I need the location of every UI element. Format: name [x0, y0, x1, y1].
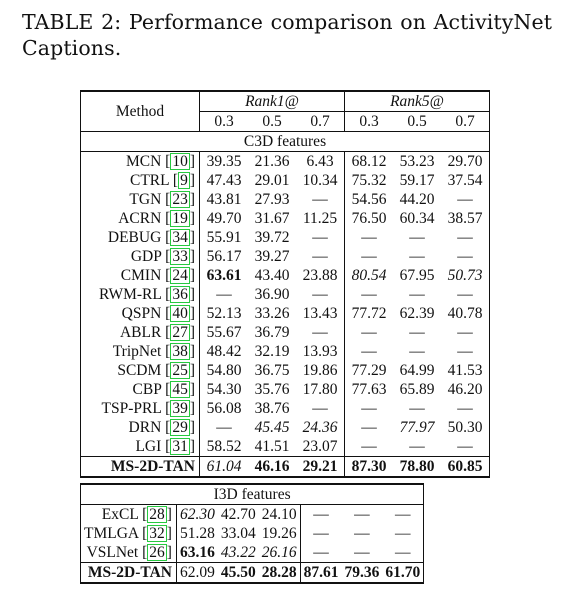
- header-threshold: 0.5: [248, 112, 296, 132]
- value-cell: 87.30: [345, 457, 394, 478]
- table-row: [81, 342, 490, 361]
- table-row: [81, 361, 490, 380]
- value-cell: 79.36: [341, 563, 382, 584]
- method-name: TMLGA: [84, 525, 139, 542]
- table-row: [81, 543, 424, 563]
- table-row: [81, 247, 490, 266]
- value-cell: 47.43: [206, 172, 242, 189]
- value-cell: —: [361, 248, 377, 265]
- value-cell: 28.28: [259, 563, 300, 584]
- citation-link[interactable]: 32: [149, 525, 165, 542]
- value-cell: 60.34: [399, 210, 435, 227]
- citation-link[interactable]: 28: [149, 506, 165, 523]
- citation-link[interactable]: 24: [172, 267, 188, 284]
- value-cell: 59.17: [399, 172, 435, 189]
- value-cell: 54.80: [206, 362, 242, 379]
- header-rank5: Rank5@: [345, 91, 490, 112]
- value-cell: 21.36: [254, 153, 290, 170]
- header-threshold: 0.7: [296, 112, 345, 132]
- method-cell: TripNet [ 38 ]: [81, 342, 200, 361]
- value-cell: —: [354, 544, 370, 561]
- method-cell: CTRL [ 9 ]: [81, 171, 200, 190]
- value-cell: 56.08: [206, 400, 242, 417]
- value-cell: 39.72: [254, 229, 290, 246]
- value-cell: 77.63: [351, 381, 387, 398]
- value-cell: 29.21: [296, 457, 345, 478]
- method-cell: LGI [ 31 ]: [81, 437, 200, 457]
- value-cell: 37.54: [441, 171, 490, 190]
- value-cell: 6.43: [296, 152, 345, 172]
- value-cell: 42.70: [220, 506, 256, 523]
- value-cell: —: [441, 247, 490, 266]
- value-cell: —: [441, 437, 490, 457]
- table-row: [81, 190, 490, 209]
- value-cell: 80.54: [351, 267, 387, 284]
- method-name: ACRN: [118, 210, 162, 227]
- method-cell: SCDM [ 25 ]: [81, 361, 200, 380]
- table-row: [81, 171, 490, 190]
- value-cell: 54.56: [351, 191, 387, 208]
- value-cell: —: [409, 400, 425, 417]
- value-cell: 76.50: [351, 210, 387, 227]
- value-cell: 39.27: [254, 248, 290, 265]
- method-cell: ACRN [ 19 ]: [81, 209, 200, 228]
- value-cell: 33.26: [254, 305, 290, 322]
- method-name: GDP: [130, 248, 162, 265]
- value-cell: 41.53: [441, 361, 490, 380]
- value-cell: 51.28: [179, 525, 215, 542]
- method-cell: DRN [ 29 ]: [81, 418, 200, 437]
- header-threshold: 0.7: [441, 112, 490, 132]
- method-name: TripNet: [112, 343, 162, 360]
- value-cell: —: [361, 229, 377, 246]
- method-name: ABLR: [119, 324, 162, 341]
- value-cell: 43.81: [206, 191, 242, 208]
- method-cell: CMIN [ 24 ]: [81, 266, 200, 285]
- value-cell: 67.95: [399, 267, 435, 284]
- value-cell: 58.52: [206, 438, 242, 455]
- citation-link[interactable]: 33: [172, 248, 188, 265]
- table-row: [81, 505, 424, 525]
- value-cell: 77.29: [351, 362, 387, 379]
- table-caption: TABLE 2: Performance comparison on ActivityNet Captions.: [22, 10, 553, 60]
- value-cell: 62.39: [399, 305, 435, 322]
- value-cell: 31.67: [254, 210, 290, 227]
- value-cell: —: [409, 286, 425, 303]
- value-cell: 48.42: [206, 343, 242, 360]
- value-cell: 61.70: [382, 563, 423, 584]
- value-cell: —: [296, 190, 345, 209]
- value-cell: 32.19: [254, 343, 290, 360]
- value-cell: —: [409, 248, 425, 265]
- method-name: CMIN: [120, 267, 162, 284]
- method-cell: TMLGA [ 32 ]: [81, 524, 177, 543]
- value-cell: —: [296, 247, 345, 266]
- value-cell: 10.34: [296, 171, 345, 190]
- value-cell: 60.85: [441, 457, 490, 478]
- value-cell: —: [441, 228, 490, 247]
- value-cell: 68.12: [351, 153, 387, 170]
- value-cell: 36.79: [254, 324, 290, 341]
- method-cell: VSLNet [ 26 ]: [81, 543, 177, 563]
- method-name: MS-2D-TAN: [87, 564, 172, 581]
- method-cell: [81, 563, 177, 584]
- value-cell: 49.70: [206, 210, 242, 227]
- header-threshold: 0.3: [200, 112, 249, 132]
- value-cell: —: [361, 419, 377, 436]
- value-cell: 35.76: [254, 381, 290, 398]
- value-cell: —: [361, 438, 377, 455]
- value-cell: 39.35: [206, 153, 242, 170]
- value-cell: 63.16: [179, 544, 215, 561]
- table-row: [81, 380, 490, 399]
- value-cell: 54.30: [206, 381, 242, 398]
- method-cell: [81, 457, 200, 478]
- table-row: [81, 399, 490, 418]
- value-cell: 45.45: [254, 419, 290, 436]
- value-cell: —: [409, 324, 425, 341]
- value-cell: 65.89: [399, 381, 435, 398]
- method-cell: CBP [ 45 ]: [81, 380, 200, 399]
- citation-link[interactable]: 31: [172, 438, 188, 455]
- value-cell: —: [216, 286, 232, 303]
- value-cell: 24.10: [259, 505, 300, 525]
- value-cell: 13.43: [296, 304, 345, 323]
- value-cell: 36.75: [254, 362, 290, 379]
- value-cell: 17.80: [296, 380, 345, 399]
- value-cell: 44.20: [399, 191, 435, 208]
- value-cell: 38.57: [441, 209, 490, 228]
- value-cell: 13.93: [296, 342, 345, 361]
- value-cell: —: [361, 286, 377, 303]
- value-cell: —: [354, 525, 370, 542]
- value-cell: 53.23: [399, 153, 435, 170]
- method-name: DRN: [128, 419, 162, 436]
- value-cell: 75.32: [351, 172, 387, 189]
- value-cell: 19.86: [296, 361, 345, 380]
- table-row: [81, 418, 490, 437]
- value-cell: 40.78: [441, 304, 490, 323]
- citation-link[interactable]: 9: [180, 172, 188, 189]
- value-cell: —: [441, 342, 490, 361]
- value-cell: 78.80: [393, 457, 441, 478]
- value-cell: 26.16: [259, 543, 300, 563]
- value-cell: 77.97: [399, 419, 435, 436]
- value-cell: —: [313, 525, 329, 542]
- value-cell: 29.70: [441, 152, 490, 172]
- method-cell: ExCL [ 28 ]: [81, 505, 177, 525]
- value-cell: 52.13: [206, 305, 242, 322]
- value-cell: 61.04: [200, 457, 249, 478]
- value-cell: 41.51: [254, 438, 290, 455]
- citation-link[interactable]: 36: [172, 286, 188, 303]
- value-cell: —: [441, 190, 490, 209]
- header-rank1: Rank1@: [200, 91, 345, 112]
- citation-link[interactable]: 40: [172, 305, 188, 322]
- citation-link[interactable]: 39: [172, 400, 188, 417]
- method-cell: GDP [ 33 ]: [81, 247, 200, 266]
- value-cell: —: [361, 343, 377, 360]
- table-row: [81, 304, 490, 323]
- value-cell: —: [441, 323, 490, 342]
- method-name: MCN: [125, 153, 162, 170]
- value-cell: —: [382, 524, 423, 543]
- citation-link[interactable]: 27: [172, 324, 188, 341]
- value-cell: 43.40: [254, 267, 290, 284]
- value-cell: 19.26: [259, 524, 300, 543]
- results-table-i3d: [80, 483, 424, 584]
- table-row-ours: [81, 563, 424, 584]
- value-cell: —: [409, 229, 425, 246]
- citation-link[interactable]: 34: [172, 229, 188, 246]
- table-row: [81, 524, 424, 543]
- value-cell: 23.07: [296, 437, 345, 457]
- method-name: CBP: [132, 381, 162, 398]
- method-name: DEBUG: [107, 229, 162, 246]
- value-cell: —: [441, 285, 490, 304]
- header-threshold: 0.5: [393, 112, 441, 132]
- table-row-ours: [81, 457, 490, 478]
- citation-link[interactable]: 26: [149, 544, 165, 561]
- table-row: [81, 285, 490, 304]
- section-title-c3d: C3D features: [81, 132, 490, 152]
- method-name: SCDM: [117, 362, 162, 379]
- value-cell: 43.22: [220, 544, 256, 561]
- table-row: [81, 266, 490, 285]
- method-name: LGI: [135, 438, 162, 455]
- value-cell: —: [361, 324, 377, 341]
- method-cell: DEBUG [ 34 ]: [81, 228, 200, 247]
- value-cell: —: [382, 505, 423, 525]
- value-cell: 36.90: [254, 286, 290, 303]
- table-body-c3d: [81, 152, 490, 478]
- value-cell: 62.09: [176, 563, 217, 584]
- method-cell: MCN [ 10 ]: [81, 152, 200, 172]
- method-name: RWM-RL: [98, 286, 162, 303]
- header-threshold: 0.3: [345, 112, 394, 132]
- citation-link[interactable]: 45: [172, 381, 188, 398]
- value-cell: —: [296, 323, 345, 342]
- citation-link[interactable]: 23: [172, 191, 188, 208]
- value-cell: —: [296, 285, 345, 304]
- table-row: [81, 209, 490, 228]
- citation-link[interactable]: 25: [172, 362, 188, 379]
- method-name: TGN: [129, 191, 162, 208]
- value-cell: 45.50: [218, 563, 259, 584]
- method-name: CTRL: [129, 172, 170, 189]
- method-cell: QSPN [ 40 ]: [81, 304, 200, 323]
- value-cell: 62.30: [179, 506, 215, 523]
- value-cell: 87.61: [300, 563, 341, 584]
- method-name: MS-2D-TAN: [110, 458, 195, 475]
- method-cell: TSP-PRL [ 39 ]: [81, 399, 200, 418]
- value-cell: —: [296, 228, 345, 247]
- method-cell: TGN [ 23 ]: [81, 190, 200, 209]
- value-cell: 23.88: [296, 266, 345, 285]
- value-cell: —: [409, 438, 425, 455]
- citation-link[interactable]: 19: [172, 210, 188, 227]
- value-cell: 11.25: [296, 209, 345, 228]
- table-row: [81, 228, 490, 247]
- section-title-i3d: I3D features: [81, 484, 424, 505]
- method-cell: RWM-RL [ 36 ]: [81, 285, 200, 304]
- table-body-i3d: [81, 505, 424, 584]
- citation-link[interactable]: 10: [172, 153, 188, 170]
- value-cell: 50.73: [441, 266, 490, 285]
- value-cell: 64.99: [399, 362, 435, 379]
- value-cell: 77.72: [351, 305, 387, 322]
- value-cell: —: [354, 506, 370, 523]
- results-table-c3d: [80, 90, 490, 478]
- value-cell: 29.01: [254, 172, 290, 189]
- value-cell: —: [382, 543, 423, 563]
- value-cell: 24.36: [296, 418, 345, 437]
- method-name: ExCL: [101, 506, 139, 523]
- table-row: [81, 323, 490, 342]
- value-cell: —: [313, 506, 329, 523]
- method-cell: ABLR [ 27 ]: [81, 323, 200, 342]
- value-cell: 38.76: [254, 400, 290, 417]
- value-cell: —: [216, 419, 232, 436]
- value-cell: 55.67: [206, 324, 242, 341]
- citation-link[interactable]: 29: [172, 419, 188, 436]
- method-name: VSLNet: [86, 544, 139, 561]
- value-cell: —: [409, 343, 425, 360]
- method-name: TSP-PRL: [101, 400, 162, 417]
- value-cell: —: [313, 544, 329, 561]
- method-name: QSPN: [121, 305, 162, 322]
- value-cell: 33.04: [220, 525, 256, 542]
- value-cell: 56.17: [206, 248, 242, 265]
- value-cell: —: [441, 399, 490, 418]
- header-method: Method: [81, 91, 200, 132]
- value-cell: 50.30: [441, 418, 490, 437]
- value-cell: —: [361, 400, 377, 417]
- value-cell: 46.16: [248, 457, 296, 478]
- value-cell: 27.93: [254, 191, 290, 208]
- table-row: [81, 437, 490, 457]
- value-cell: 46.20: [441, 380, 490, 399]
- value-cell: 63.61: [206, 267, 242, 284]
- value-cell: —: [296, 399, 345, 418]
- value-cell: 55.91: [206, 229, 242, 246]
- citation-link[interactable]: 38: [172, 343, 188, 360]
- table-row: [81, 152, 490, 172]
